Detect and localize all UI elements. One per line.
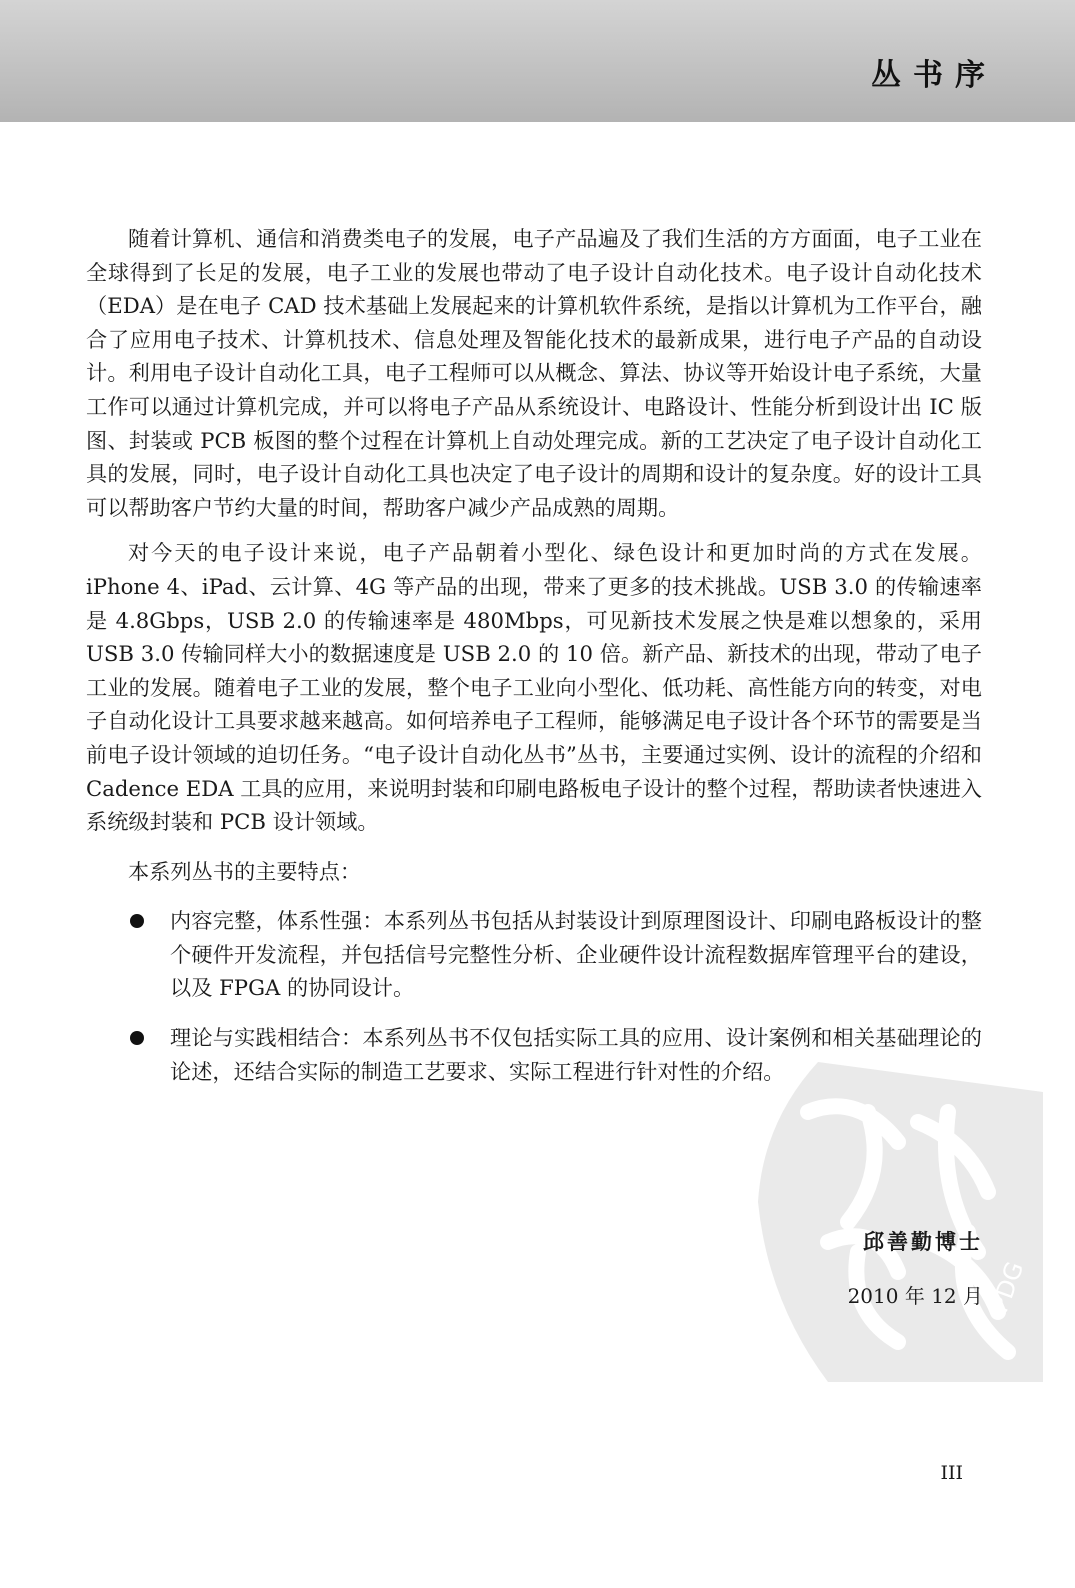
list-item bbox=[86, 904, 982, 1005]
page-title: 丛书序 bbox=[871, 58, 997, 93]
features-intro: 本系列丛书的主要特点： bbox=[128, 858, 362, 884]
bullet-icon bbox=[130, 914, 144, 928]
author-signature: 邱善勤博士 bbox=[863, 1229, 983, 1254]
feature-text: 理论与实践相结合：本系列丛书不仅包括实际工具的应用、设计案例和相关基础理论的论述，还结合实际的制造工艺要求、实际工程进行针对性的介绍。 bbox=[170, 1025, 982, 1084]
bullet-icon bbox=[130, 1031, 144, 1045]
page-number: III bbox=[940, 1462, 963, 1484]
paragraph: 随着计算机、通信和消费类电子的发展，电子产品遍及了我们生活的方方面面，电子工业在全球得到了长足的发展，电子工业的发展也带动了电子设计自动化技术。电子设计自动化技术（EDA）是在电子 CAD 技术基础上发展起来的计算机软件系统，是指以计算机为工作平台，融合了应用电子技术、计算机技术、信息处理及智能化技术的最新成果，进行电子产品的自动设计。利用电子设计自动化工具，电子工程师可以从概念、算法、协议等开始设计电子系统，大量工作可以通过计算机完成，并可以将电子产品从系统设计、电路设计、性能分析到设计出 IC 版图、封装或 PCB 板图的整个过程在计算机上自动处理完成。新的工艺决定了电子设计自动化工具的发展，同时，电子设计自动化工具也决定了电子设计的周期和设计的复杂度。好的设计工具可以帮助客户节约大量的时间，帮助客户减少产品成熟的周期。 bbox=[86, 226, 982, 520]
signature-date: 2010 年 12 月 bbox=[847, 1284, 983, 1308]
seal-watermark bbox=[748, 1052, 1048, 1392]
feature-text: 内容完整，体系性强：本系列丛书包括从封装设计到原理图设计、印刷电路板设计的整个硬件开发流程，并包括信号完整性分析、企业硬件设计流程数据库管理平台的建设，以及 FPGA 的协同设计。 bbox=[170, 908, 982, 1001]
header-band bbox=[0, 0, 1075, 122]
paragraph: 对今天的电子设计来说，电子产品朝着小型化、绿色设计和更加时尚的方式在发展。iPhone 4、iPad、云计算、4G 等产品的出现，带来了更多的技术挑战。USB 3.0 的传输速率是 4.8Gbps，USB 2.0 的传输速率是 480Mbps，可见新技术发展之快是难以想象的，采用 USB 3.0 传输同样大小的数据速度是 USB 2.0 的 10 倍。新产品、新技术的出现，带动了电子工业的发展。随着电子工业的发展，整个电子工业向小型化、低功耗、高性能方向的转变，对电子自动化设计工具要求越来越高。如何培养电子工程师，能够满足电子设计各个环节的需要是当前电子设计领域的迫切任务。“电子设计自动化丛书”丛书，主要通过实例、设计的流程的介绍和 Cadence EDA 工具的应用，来说明封装和印刷电路板电子设计的整个过程，帮助读者快速进入系统级封装和 PCB 设计领域。 bbox=[86, 540, 982, 835]
preface-body bbox=[86, 222, 982, 1088]
watermark-text: PDG bbox=[985, 1258, 1030, 1317]
